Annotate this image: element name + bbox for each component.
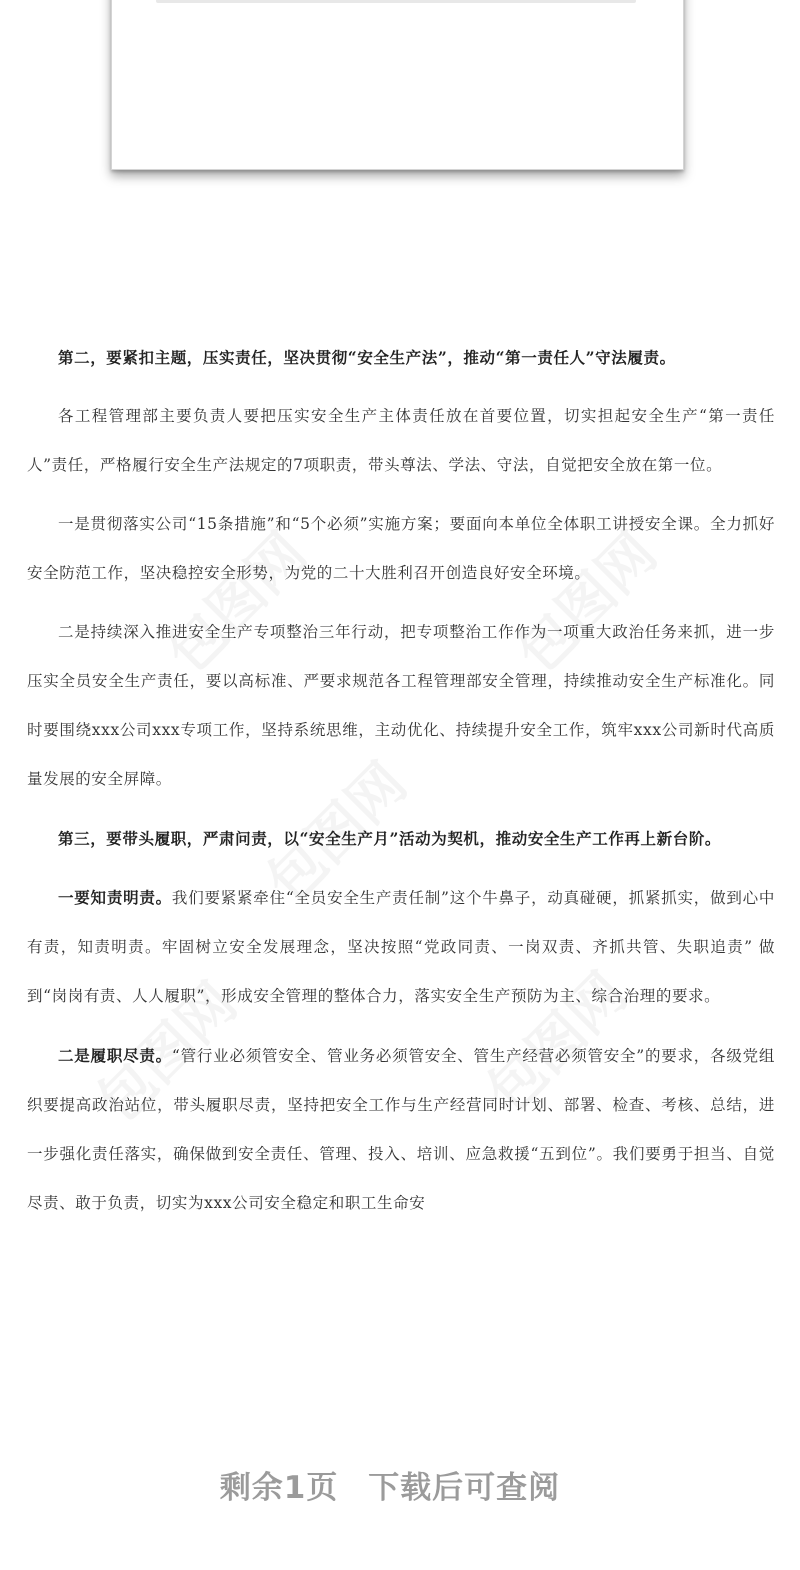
- paragraph-lead: 一要知责明责。: [58, 888, 172, 907]
- previous-page-card: [111, 0, 684, 170]
- paragraph-item-1: 一是贯彻落实公司“15条措施”和“5个必须”实施方案；要面向本单位全体职工讲授安全课。全力抓好安全防范工作，坚决稳控安全形势，为党的二十大胜利召开创造良好安全环境。: [27, 515, 775, 582]
- paragraph-item-2: 二是持续深入推进安全生产专项整治三年行动，把专项整治工作作为一项重大政治任务来抓，进一步压实全员安全生产责任，要以高标准、严要求规范各工程管理部安全管理，持续推动安全生产标准化。同时要围绕xxx公司xxx专项工作，坚持系统思维，主动优化、持续提升安全工作，筑牢xxx公司新时代高质量发展的安全屏障。: [27, 623, 775, 788]
- paragraph-text: 我们要紧紧牵住“全员安全生产责任制”这个牛鼻子，动真碰硬，抓紧抓实，做到心中有责，知责明责。牢固树立安全发展理念，坚决按照“党政同责、一岗双责、齐抓共管、失职追责” 做到“岗岗有责、人人履职”，形成安全管理的整体合力，落实安全生产预防为主、综合治理的要求。: [27, 889, 775, 1005]
- paragraph-text: “管行业必须管安全、管业务必须管安全、管生产经营必须管安全”的要求，各级党组织要提高政治站位，带头履职尽责，坚持把安全工作与生产经营同时计划、部署、检查、考核、总结，进一步强化责任落实，确保做到安全责任、管理、投入、培训、应急救援“五到位”。我们要勇于担当、自觉尽责、敢于负责，切实为xxx公司安全稳定和职工生命安: [27, 1047, 775, 1212]
- paragraph-fulfill-duty: [27, 1031, 775, 1228]
- section-heading-3: 第三，要带头履职，严肃问责，以“安全生产月”活动为契机，推动安全生产工作再上新台阶。: [58, 829, 722, 848]
- section-heading-2: 第二，要紧扣主题，压实责任，坚决贯彻“安全生产法”，推动“第一责任人”守法履责。: [58, 348, 676, 367]
- download-prompt[interactable]: [0, 1462, 780, 1507]
- remaining-pages-label: 剩余1页: [219, 1470, 339, 1506]
- document-body: [27, 333, 775, 1228]
- paragraph-responsibility: 各工程管理部主要负责人要把压实安全生产主体责任放在首要位置，切实担起安全生产“第一责任人”责任，严格履行安全生产法规定的7项职责，带头尊法、学法、守法，自觉把安全放在第一位。: [27, 407, 775, 474]
- paragraph-know-duty: [27, 873, 775, 1021]
- previous-page-text-remnant: [156, 0, 636, 3]
- paragraph-lead: 二是履职尽责。: [58, 1046, 172, 1065]
- download-to-view-label: 下载后可查阅: [368, 1470, 561, 1506]
